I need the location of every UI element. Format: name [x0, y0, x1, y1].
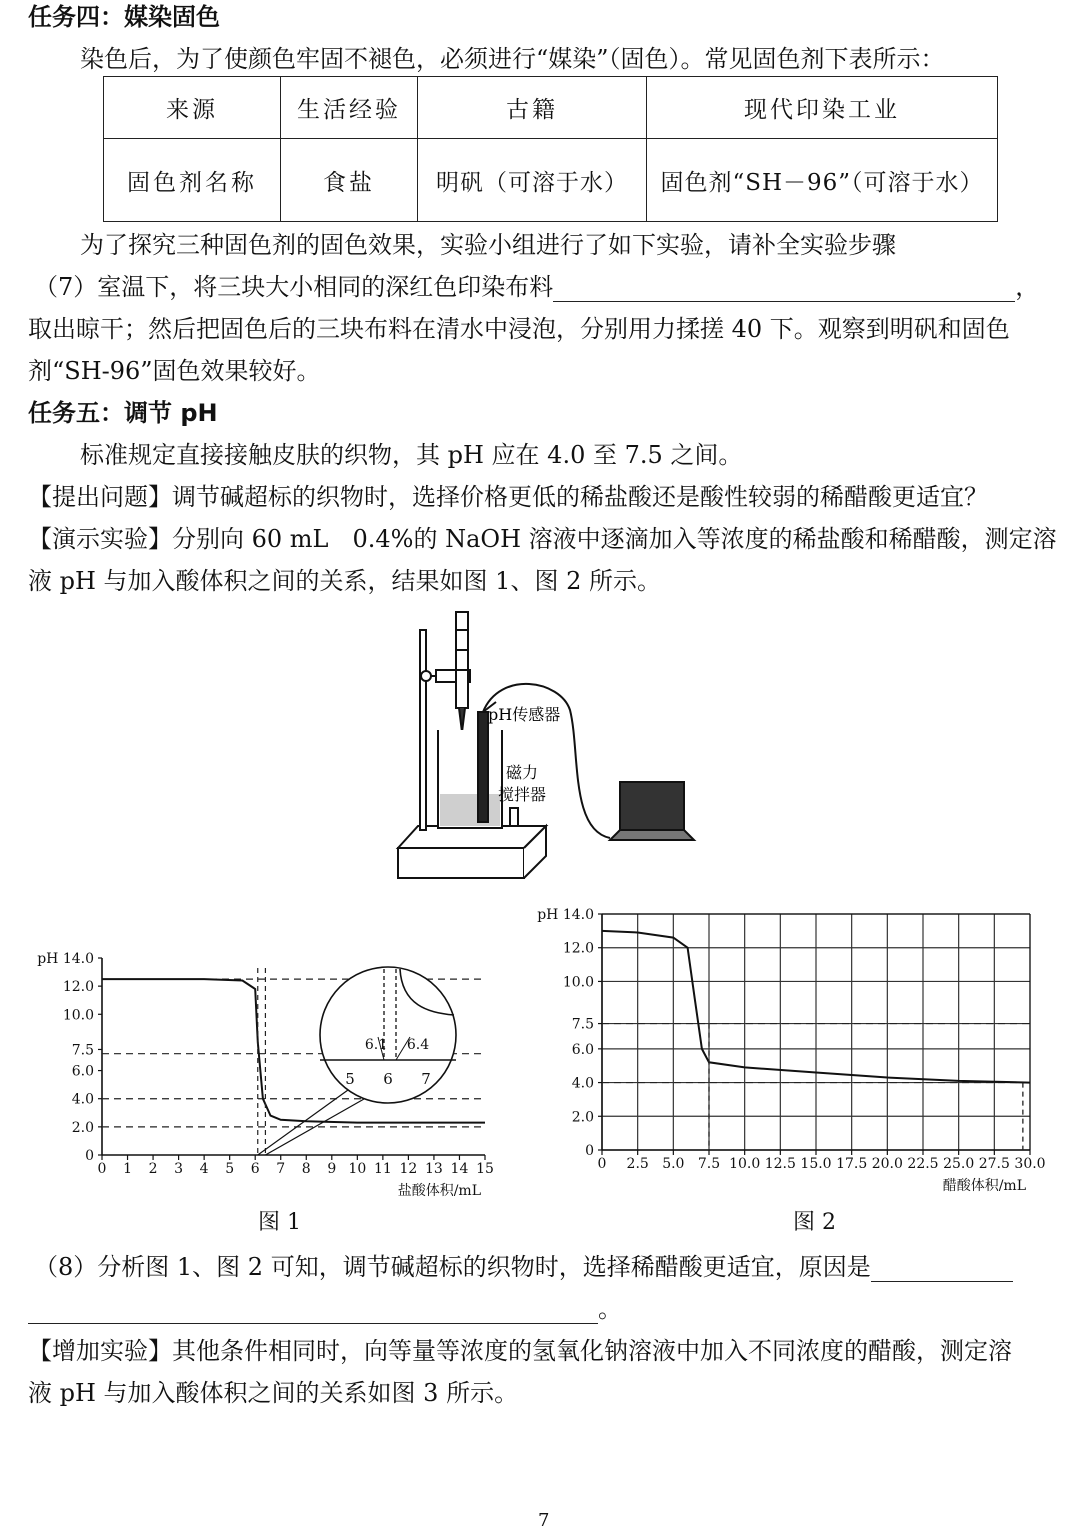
question-8-text: （8）分析图 1、图 2 可知，调节碱超标的织物时，选择稀醋酸更适宜，原因是	[34, 1253, 871, 1281]
answer-blank-8b[interactable]	[28, 1299, 598, 1324]
x-axis-label: 盐酸体积/mL	[397, 1183, 481, 1199]
answer-blank-7[interactable]	[553, 277, 1015, 302]
extra-experiment-line1: 【增加实验】其他条件相同时，向等量等浓度的氢氧化钠溶液中加入不同浓度的醋酸，测定溶	[28, 1337, 1012, 1365]
x-tick-label: 17.5	[836, 1156, 868, 1172]
x-tick-label: 0	[597, 1156, 607, 1172]
figure-2-caption: 图 2	[793, 1210, 836, 1235]
x-tick-label: 27.5	[978, 1156, 1010, 1172]
y-tick-label: 7.5	[71, 1042, 94, 1059]
y-tick-label: 0	[85, 1148, 94, 1164]
y-tick-label: 6.0	[71, 1063, 94, 1080]
x-tick-label: 7	[276, 1161, 286, 1177]
question-8-line2	[28, 1294, 622, 1324]
task4-title: 任务四：媒染固色	[28, 3, 220, 31]
x-axis-label: 醋酸体积/mL	[942, 1178, 1026, 1194]
x-tick-label: 2	[148, 1161, 158, 1177]
x-tick-label: 4	[199, 1161, 209, 1177]
punctuation: ，	[1015, 273, 1040, 301]
figure-2-chart	[530, 900, 1050, 1200]
y-tick-label: 7.5	[571, 1016, 594, 1033]
y-axis-label: pH 14.0	[37, 951, 94, 967]
x-tick-label: 25.0	[943, 1156, 975, 1172]
x-tick-label: 9	[327, 1161, 337, 1177]
y-tick-label: 4.0	[571, 1075, 594, 1092]
x-tick-label: 8	[301, 1161, 311, 1177]
magnifier-label: 6.1	[364, 1037, 388, 1053]
magnifier-connector	[265, 1099, 364, 1155]
y-tick-label: 0	[585, 1143, 594, 1159]
beaker-liquid	[440, 794, 500, 826]
question-7-line2: 取出晾干；然后把固色后的三块布料在清水中浸泡，分别用力揉搓 40 下。观察到明矾和固色	[28, 315, 1010, 343]
stand-rod	[420, 630, 426, 830]
table-header-row	[104, 77, 998, 139]
ph-sensor-probe	[478, 712, 488, 822]
table-cell: 生活经验	[281, 77, 418, 139]
magnifier-tick-label: 6	[383, 1070, 393, 1088]
laptop-screen	[620, 782, 684, 830]
x-tick-label: 10.0	[729, 1156, 761, 1172]
page-number: 7	[538, 1510, 550, 1531]
table-cell: 来源	[104, 77, 281, 139]
stirrer-knob	[510, 808, 518, 826]
table-cell: 现代印染工业	[647, 77, 998, 139]
question-8-line1	[34, 1252, 1013, 1282]
magnifier-tick-label: 7	[421, 1070, 431, 1088]
y-tick-label: 10.0	[62, 1007, 94, 1024]
x-tick-label: 1	[123, 1161, 132, 1177]
stirrer-label-2: 搅拌器	[498, 785, 547, 804]
x-tick-label: 6	[250, 1161, 260, 1177]
answer-blank-8a[interactable]	[871, 1257, 1013, 1282]
task5-standard: 标准规定直接接触皮肤的织物，其 pH 应在 4.0 至 7.5 之间。	[80, 441, 743, 469]
x-tick-label: 3	[174, 1161, 184, 1177]
y-tick-label: 2.0	[71, 1119, 94, 1136]
task4-intro: 染色后，为了使颜色牢固不褪色，必须进行“媒染”（固色）。常见固色剂下表所示：	[80, 45, 945, 73]
ph-sensor-label: pH传感器	[488, 705, 561, 724]
stirrer-label-1: 磁力	[506, 763, 539, 782]
figure-1-caption: 图 1	[258, 1210, 301, 1235]
table-cell: 古籍	[418, 77, 647, 139]
task4-lead: 为了探究三种固色剂的固色效果，实验小组进行了如下实验，请补全实验步骤	[80, 231, 896, 259]
magnifier-label: 6.4	[406, 1037, 430, 1053]
x-tick-label: 13	[425, 1161, 443, 1177]
task5-title: 任务五：调节 pH	[28, 399, 218, 427]
x-tick-label: 20.0	[871, 1156, 903, 1172]
question-7-line3: 剂“SH-96”固色效果较好。	[28, 357, 321, 385]
magnifier-tick-label: 5	[345, 1070, 355, 1088]
burette-tip	[459, 708, 465, 732]
x-tick-label: 11	[373, 1161, 392, 1177]
burette	[456, 612, 468, 708]
clamp-knob	[421, 671, 431, 681]
x-tick-label: 12.5	[764, 1156, 796, 1172]
x-tick-label: 5.0	[662, 1156, 685, 1172]
table-cell: 食盐	[281, 139, 418, 222]
figure-1-chart	[30, 940, 500, 1200]
stand-base-front	[398, 848, 524, 878]
x-tick-label: 15	[476, 1161, 494, 1177]
table-cell: 固色剂名称	[104, 139, 281, 222]
x-tick-label: 5	[225, 1161, 235, 1177]
y-tick-label: 2.0	[571, 1109, 594, 1126]
y-tick-label: 6.0	[571, 1041, 594, 1058]
x-tick-label: 22.5	[907, 1156, 939, 1172]
punctuation: 。	[598, 1295, 622, 1323]
question-7-line1	[34, 272, 1039, 302]
task5-question: 【提出问题】调节碱超标的织物时，选择价格更低的稀盐酸还是酸性较弱的稀醋酸更适宜？	[28, 483, 988, 511]
task5-demo-line1: 【演示实验】分别向 60 mL 0.4%的 NaOH 溶液中逐滴加入等浓度的稀盐酸和稀醋酸，测定溶	[28, 525, 1057, 553]
x-tick-label: 15.0	[800, 1156, 832, 1172]
table-row	[104, 139, 998, 222]
y-tick-label: 10.0	[562, 974, 594, 991]
x-tick-label: 7.5	[697, 1156, 721, 1172]
x-tick-label: 0	[97, 1161, 107, 1177]
y-axis-label: pH 14.0	[537, 907, 594, 923]
x-tick-label: 12	[399, 1161, 418, 1177]
fixative-table	[103, 76, 998, 222]
task5-demo-line2: 液 pH 与加入酸体积之间的关系，结果如图 1、图 2 所示。	[28, 567, 661, 595]
apparatus-diagram	[390, 610, 710, 890]
x-tick-label: 10	[348, 1161, 367, 1177]
table-cell: 固色剂“SH－96”（可溶于水）	[647, 139, 998, 222]
y-tick-label: 4.0	[71, 1091, 94, 1108]
x-tick-label: 30.0	[1014, 1156, 1046, 1172]
question-7-prefix: （7）室温下，将三块大小相同的深红色印染布料	[34, 273, 554, 301]
y-tick-label: 12.0	[62, 979, 94, 996]
y-tick-label: 12.0	[562, 940, 594, 957]
x-tick-label: 2.5	[626, 1156, 649, 1172]
laptop-base	[610, 830, 694, 840]
table-cell: 明矾（可溶于水）	[418, 139, 647, 222]
extra-experiment-line2: 液 pH 与加入酸体积之间的关系如图 3 所示。	[28, 1379, 519, 1407]
x-tick-label: 14	[450, 1161, 469, 1177]
